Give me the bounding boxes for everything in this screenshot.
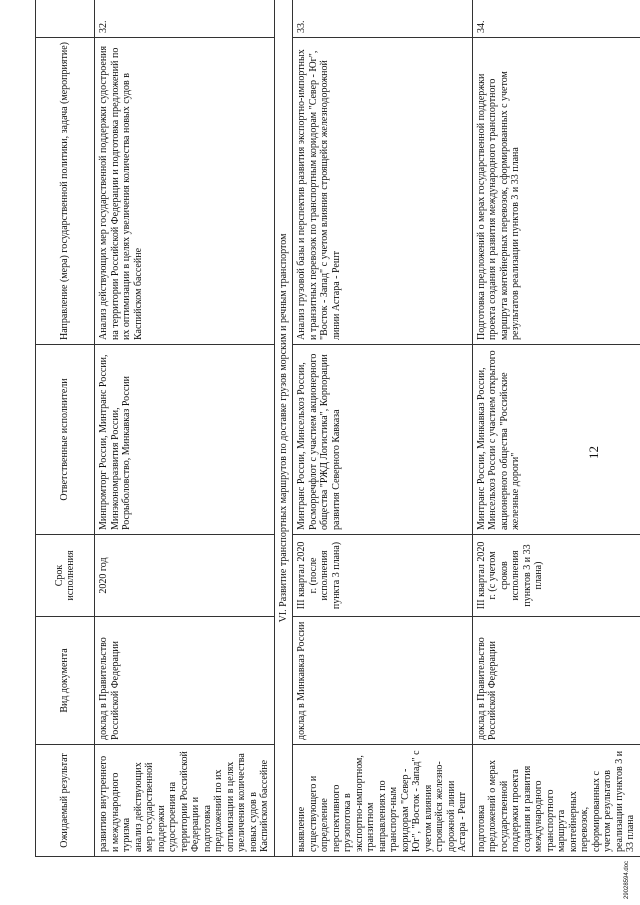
row-number: 33.	[293, 0, 473, 38]
section-title: VI. Развитие транспортных маршрутов по доставке грузов морским и речным транспортом	[274, 0, 293, 857]
result-cell: выявление существующего и определение перспективного грузопотока в экспортно-импортном, транзитном направлениях по транспорт-ным коридорам "Север - Юг", "Восток - Запад" с учетом влияния строящейся железно-дорожной линии Астара - Решт	[293, 745, 473, 857]
row-number: 32.	[95, 0, 275, 38]
measure-cell: Подготовка предложений о мерах государственной поддержки проекта создания и развития международного транспортного маршрута контейнерных перевозок, сформированных с учетом результатов реализации пунктов 3 и 33 плана	[472, 38, 640, 345]
table-row	[293, 0, 473, 857]
result-cell: подготовка предложений о мерах государственной поддержки проекта создания и развития международного транспортного маршрута контейнерных перевозок, сформированных с учетом результатов реализации пунктов 3 и 33 плана	[472, 745, 640, 857]
header-result: Ожидаемый результат	[36, 745, 95, 857]
footer-file-code: 29028594.doc	[624, 860, 630, 899]
deadline-cell: III квартал 2020 г. (с учетом сроков исполнения пунктов 3 и 33 плана)	[472, 535, 640, 617]
measures-table	[35, 0, 640, 857]
header-number	[36, 0, 95, 38]
doc-type-cell: доклад в Правительство Российской Федерации	[472, 617, 640, 745]
measure-cell: Анализ действующих мер государственной поддержки судостроения на территории Российской Федерации и подготовка предложений по их оптимизации в целях увеличения количества новых судов в Каспийском бассейне	[95, 38, 275, 345]
table-row	[472, 0, 640, 857]
table-header-row	[36, 0, 95, 857]
executors-cell: Минтранс России, Минкавказ России, Минсельхоз России с участием открытого акционерного общества "Российские железные дороги"	[472, 345, 640, 535]
table-row	[95, 0, 275, 857]
header-measure: Направление (мера) государственной политики, задача (мероприятие)	[36, 38, 95, 345]
header-executors: Ответственные исполнители	[36, 345, 95, 535]
header-deadline: Срок исполнения	[36, 535, 95, 617]
page-number: 12	[586, 446, 601, 459]
result-continuation: развитию внутреннего и международного туризма анализ действующих мер государственной поддержки судостроения на территории Российской Федерации и подготовка предложений по их оптимизации в целях увеличения количества новых судов в Каспийском бассейне	[95, 745, 275, 857]
deadline-cell: III квартал 2020 г. (после исполнения пункта 3 плана)	[293, 535, 473, 617]
doc-type-cell: доклад в Минкавказ России	[293, 617, 473, 745]
doc-type-cell: доклад в Правительство Российской Федерации	[95, 617, 275, 745]
section-heading-row	[274, 0, 293, 857]
header-doc-type: Вид документа	[36, 617, 95, 745]
executors-cell: Минтранс России, Минсельхоз России, Росморречфлот с участием акционерного общества "РЖД Логистика", Корпорации развития Северного Кавказа	[293, 345, 473, 535]
deadline-cell: 2020 год	[95, 535, 275, 617]
measure-cell: Анализ грузовой базы и перспектив развития экспортно-импортных и транзитных перевозок по транспортным коридорам "Север - Юг", "Восток - Запад" с учетом влияния строящейся железнодорожной линии Астара - Решт	[293, 38, 473, 345]
executors-cell: Минпромторг России, Минтранс России, Минэкономразвития России, Росрыболовство, Минкавказ России	[95, 345, 275, 535]
row-number: 34.	[472, 0, 640, 38]
